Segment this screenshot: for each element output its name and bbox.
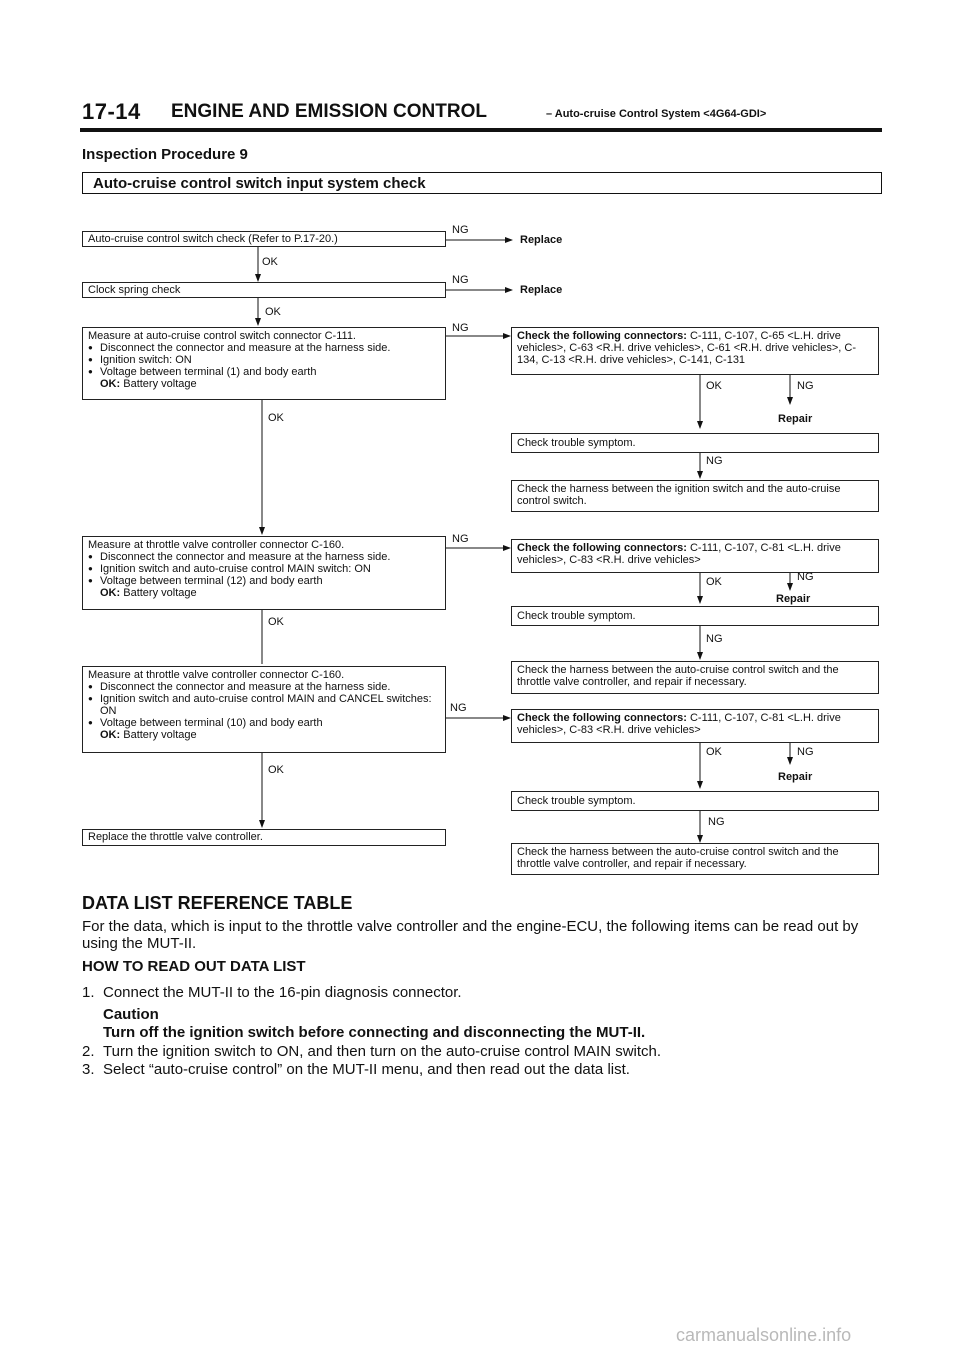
step-text: Turn the ignition switch to ON, and then turn on the auto-cruise control MAIN switch. — [103, 1043, 662, 1060]
ok-label: OK — [706, 380, 722, 392]
ok-label: OK — [268, 764, 284, 776]
ng-label: NG — [708, 816, 725, 828]
ng-label: NG — [797, 746, 814, 758]
step5-box — [82, 666, 446, 753]
step4-box — [82, 536, 446, 610]
step5-bullet: ● Ignition switch and auto-cruise control MAIN and CANCEL switches: ON — [88, 693, 440, 717]
connector-check-box-3 — [511, 709, 879, 743]
connector-list: C-111, C-107, C-65 <L.H. drive vehicles>, C-63 <R.H. drive vehicles>, C-61 <R.H. drive vehicles>, C-134, C-13 <R.H. drive vehicles>, C-141, C-131 — [517, 330, 856, 366]
step1-box — [82, 231, 446, 247]
step3-title: Measure at auto-cruise control switch connector C-111. — [88, 330, 356, 342]
ok-label: OK — [265, 306, 281, 318]
trouble-text: Check trouble symptom. — [517, 610, 636, 622]
step5-bullet: ● Disconnect the connector and measure at the harness side. — [88, 681, 440, 693]
ok-criteria-value: Battery voltage — [123, 729, 197, 741]
step5-bullet: ● Voltage between terminal (10) and body earth — [88, 717, 440, 729]
step2-text: Clock spring check — [88, 284, 181, 296]
caution-text: Turn off the ignition switch before connecting and disconnecting the MUT-II. — [103, 1024, 646, 1041]
ok-criteria-label: OK: — [100, 587, 121, 599]
step-text: Select “auto-cruise control” on the MUT-II menu, and then read out the data list. — [103, 1061, 630, 1078]
procedure-title: Inspection Procedure 9 — [82, 146, 248, 163]
connector-check-box-2 — [511, 539, 879, 573]
ng-label: NG — [706, 455, 723, 467]
step1-text: Auto-cruise control switch check (Refer to P.17-20.) — [88, 233, 338, 245]
final-box — [82, 829, 446, 846]
ok-label: OK — [268, 616, 284, 628]
harness-box-2 — [511, 661, 879, 694]
connector-list: C-111, C-107, C-81 <L.H. drive vehicles>, C-83 <R.H. drive vehicles> — [517, 712, 841, 736]
page-number: 17-14 — [82, 99, 141, 124]
step-number: 1. — [82, 984, 95, 1001]
harness-text: Check the harness between the ignition switch and the auto-cruise control switch. — [517, 483, 841, 507]
step3-box — [82, 327, 446, 400]
howto-heading: HOW TO READ OUT DATA LIST — [82, 958, 306, 975]
ok-criteria-label: OK: — [100, 729, 121, 741]
ok-label: OK — [706, 746, 722, 758]
harness-text: Check the harness between the auto-cruise control switch and the throttle valve controller, and repair if necessary. — [517, 664, 839, 688]
step4-bullet: ● Voltage between terminal (12) and body earth — [88, 575, 440, 587]
trouble-text: Check trouble symptom. — [517, 437, 636, 449]
ng-label: NG — [452, 533, 469, 545]
connector-check-box-1 — [511, 327, 879, 375]
step3-bullet: ● Voltage between terminal (1) and body earth — [88, 366, 440, 378]
connector-check-label: Check the following connectors: — [517, 330, 687, 342]
ng-label: NG — [450, 702, 467, 714]
repair-label: Repair — [778, 413, 813, 425]
harness-box-3 — [511, 843, 879, 875]
final-text: Replace the throttle valve controller. — [88, 831, 263, 843]
harness-text: Check the harness between the auto-cruise control switch and the throttle valve controller, and repair if necessary. — [517, 846, 839, 870]
connector-check-label: Check the following connectors: — [517, 542, 687, 554]
repair-label: Repair — [776, 593, 811, 605]
ok-label: OK — [262, 256, 278, 268]
ng-label: NG — [452, 322, 469, 334]
step4-title: Measure at throttle valve controller connector C-160. — [88, 539, 345, 551]
trouble-box-2 — [511, 606, 879, 626]
step2-box — [82, 282, 446, 298]
ng-label: NG — [797, 571, 814, 583]
trouble-box-3 — [511, 791, 879, 811]
replace-label: Replace — [520, 234, 563, 246]
procedure-banner: Auto-cruise control switch input system check — [82, 172, 882, 194]
trouble-text: Check trouble symptom. — [517, 795, 636, 807]
section-subtitle: – Auto-cruise Control System <4G64-GDI> — [546, 108, 767, 120]
ng-label: NG — [452, 224, 469, 236]
harness-box-1 — [511, 480, 879, 512]
step-text: Connect the MUT-II to the 16-pin diagnosis connector. — [103, 984, 462, 1001]
ok-label: OK — [706, 576, 722, 588]
ng-label: NG — [797, 380, 814, 392]
trouble-box-1 — [511, 433, 879, 453]
step-number: 2. — [82, 1043, 95, 1060]
step3-bullet: ● Disconnect the connector and measure at the harness side. — [88, 342, 440, 354]
ok-criteria-value: Battery voltage — [123, 378, 197, 390]
step3-bullet: ● Ignition switch: ON — [88, 354, 440, 366]
step4-bullet: ● Ignition switch and auto-cruise control MAIN switch: ON — [88, 563, 440, 575]
ng-label: NG — [452, 274, 469, 286]
connector-check-label: Check the following connectors: — [517, 712, 687, 724]
ng-label: NG — [706, 633, 723, 645]
ok-criteria-value: Battery voltage — [123, 587, 197, 599]
step4-bullet: ● Disconnect the connector and measure at the harness side. — [88, 551, 440, 563]
step5-title: Measure at throttle valve controller connector C-160. — [88, 669, 345, 681]
ok-criteria-label: OK: — [100, 378, 121, 390]
repair-label: Repair — [778, 771, 813, 783]
section-title: ENGINE AND EMISSION CONTROL — [171, 101, 487, 122]
replace-label: Replace — [520, 284, 563, 296]
data-list-heading: DATA LIST REFERENCE TABLE — [82, 893, 353, 913]
caution-heading: Caution — [103, 1006, 159, 1023]
ok-label: OK — [268, 412, 284, 424]
watermark: carmanualsonline.info — [676, 1325, 852, 1345]
connector-list: C-111, C-107, C-81 <L.H. drive vehicles>, C-83 <R.H. drive vehicles> — [517, 542, 841, 566]
data-list-intro: For the data, which is input to the throttle valve controller and the engine-ECU, the following items can be read out by using the MUT-II. — [82, 918, 859, 952]
step-number: 3. — [82, 1061, 95, 1078]
